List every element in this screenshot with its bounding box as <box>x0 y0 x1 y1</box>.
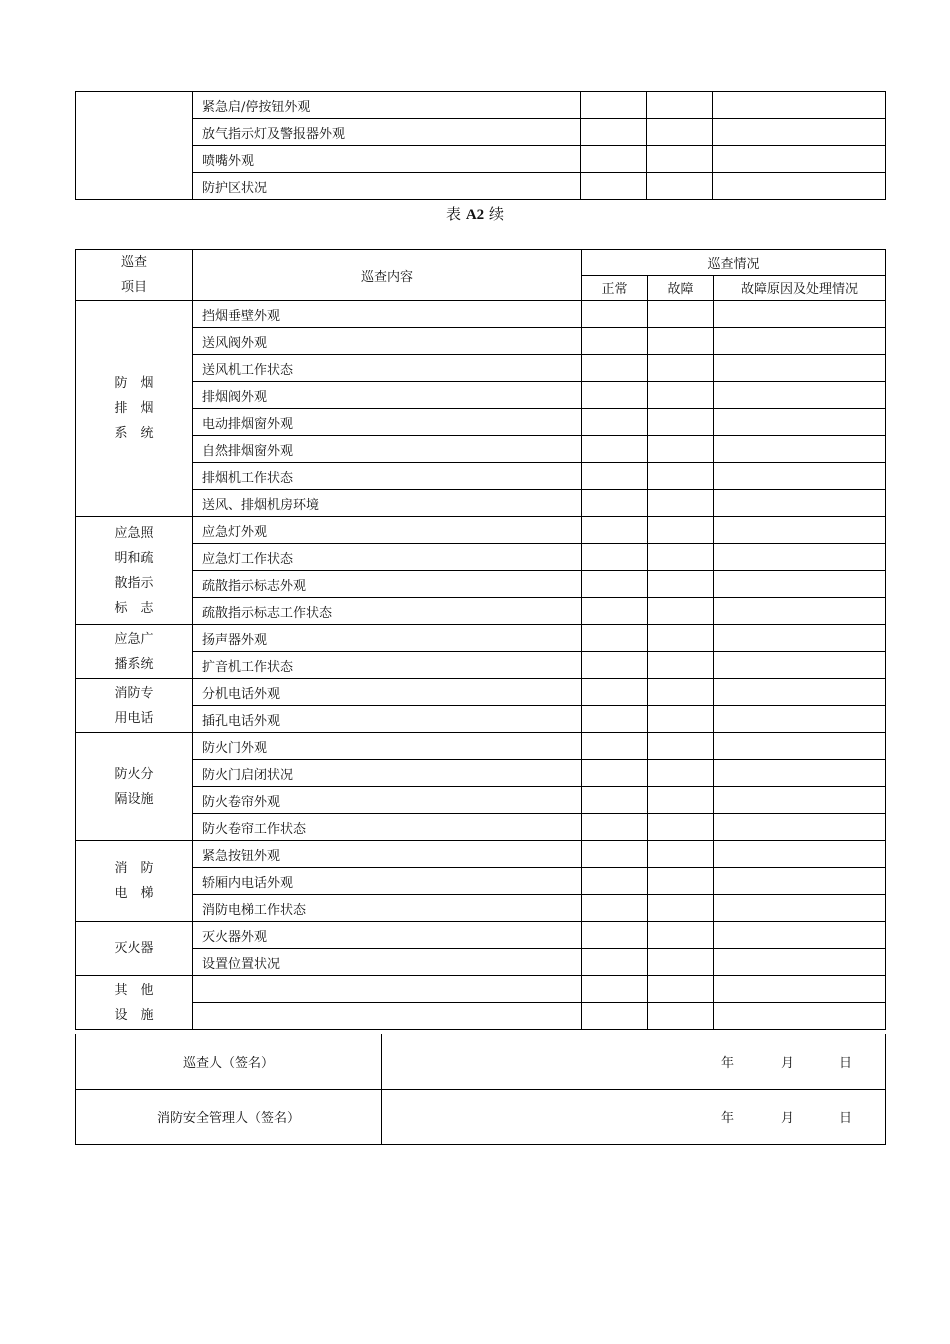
reason-cell[interactable] <box>714 571 886 598</box>
reason-cell[interactable] <box>714 328 886 355</box>
normal-cell[interactable] <box>582 409 648 436</box>
fault-cell[interactable] <box>648 706 714 733</box>
group-label <box>76 301 193 517</box>
reason-cell[interactable] <box>714 1003 886 1030</box>
group-label-line: 灭火器 <box>114 941 154 956</box>
reason-cell[interactable] <box>714 301 886 328</box>
content-cell: 扬声器外观 <box>193 625 582 652</box>
reason-cell[interactable] <box>714 760 886 787</box>
normal-cell[interactable] <box>581 173 647 200</box>
normal-cell[interactable] <box>582 733 648 760</box>
header-reason: 故障原因及处理情况 <box>714 275 886 301</box>
content-cell: 防火卷帘工作状态 <box>193 814 582 841</box>
reason-cell[interactable] <box>713 173 886 200</box>
reason-cell[interactable] <box>714 787 886 814</box>
content-cell: 紧急启/停按钮外观 <box>193 92 581 119</box>
content-cell: 消防电梯工作状态 <box>193 895 582 922</box>
group-label <box>76 625 193 679</box>
fault-cell[interactable] <box>648 949 714 976</box>
group-label-line: 播系统 <box>114 656 154 672</box>
group-label <box>76 733 193 841</box>
fault-cell[interactable] <box>648 652 714 679</box>
normal-cell[interactable] <box>582 517 648 544</box>
group-label <box>76 976 193 1030</box>
table-row <box>76 787 886 814</box>
normal-cell[interactable] <box>582 922 648 949</box>
month-label: 月 <box>780 1055 794 1071</box>
group-label-line: 散指示 <box>114 575 154 591</box>
fault-cell[interactable] <box>647 92 713 119</box>
group-label-line: 用电话 <box>114 710 154 726</box>
normal-cell[interactable] <box>582 976 648 1003</box>
group-label <box>76 841 193 922</box>
reason-cell[interactable] <box>714 355 886 382</box>
table-row <box>76 463 886 490</box>
fault-cell[interactable] <box>648 895 714 922</box>
fault-cell[interactable] <box>647 146 713 173</box>
table-row <box>76 976 886 1003</box>
content-cell: 送风阀外观 <box>193 328 582 355</box>
group-label <box>76 517 193 625</box>
table-row <box>76 868 886 895</box>
group-label-line: 标 志 <box>114 600 154 616</box>
table-row <box>76 625 886 652</box>
manager-date[interactable] <box>382 1089 886 1144</box>
table-row <box>76 814 886 841</box>
table-row <box>76 328 886 355</box>
fault-cell[interactable] <box>648 328 714 355</box>
group-label-line: 应急照 <box>114 525 154 541</box>
normal-cell[interactable] <box>581 92 647 119</box>
group-label-line: 消防专 <box>114 685 154 701</box>
table-row <box>76 436 886 463</box>
fault-cell[interactable] <box>648 787 714 814</box>
signature-table <box>75 1034 886 1145</box>
content-cell: 紧急按钮外观 <box>193 841 582 868</box>
normal-cell[interactable] <box>581 119 647 146</box>
reason-cell[interactable] <box>714 625 886 652</box>
reason-cell[interactable] <box>713 146 886 173</box>
normal-cell[interactable] <box>582 949 648 976</box>
month-label: 月 <box>780 1111 794 1126</box>
table-row <box>76 92 886 119</box>
table-row <box>76 760 886 787</box>
fault-cell[interactable] <box>648 1003 714 1030</box>
table-row <box>76 706 886 733</box>
table-row <box>76 173 886 200</box>
group-label-line: 系 统 <box>114 426 154 441</box>
normal-cell[interactable] <box>582 598 648 625</box>
reason-cell[interactable] <box>713 119 886 146</box>
content-cell: 挡烟垂壁外观 <box>193 301 582 328</box>
normal-cell[interactable] <box>582 490 648 517</box>
content-cell: 插孔电话外观 <box>193 706 582 733</box>
reason-cell[interactable] <box>714 436 886 463</box>
normal-cell[interactable] <box>582 814 648 841</box>
reason-cell[interactable] <box>714 922 886 949</box>
group-label-line: 排 烟 <box>114 401 154 416</box>
normal-cell[interactable] <box>582 625 648 652</box>
content-cell: 自然排烟窗外观 <box>193 436 582 463</box>
table-row <box>76 652 886 679</box>
table-row <box>76 949 886 976</box>
fault-cell[interactable] <box>648 382 714 409</box>
group-label <box>76 922 193 976</box>
normal-cell[interactable] <box>582 463 648 490</box>
content-cell: 放气指示灯及警报器外观 <box>193 119 581 146</box>
fault-cell[interactable] <box>648 463 714 490</box>
fault-cell[interactable] <box>648 733 714 760</box>
content-cell: 扩音机工作状态 <box>193 652 582 679</box>
table-row <box>76 571 886 598</box>
normal-cell[interactable] <box>582 679 648 706</box>
year-label: 年 <box>720 1055 734 1071</box>
table-row <box>76 146 886 173</box>
reason-cell[interactable] <box>714 868 886 895</box>
fault-cell[interactable] <box>648 814 714 841</box>
header-content: 巡查内容 <box>193 250 582 301</box>
header-normal: 正常 <box>582 275 648 301</box>
table-row <box>76 301 886 328</box>
caption-suffix: 续 <box>488 205 504 223</box>
fault-cell[interactable] <box>648 355 714 382</box>
normal-cell[interactable] <box>582 1003 648 1030</box>
top-table-fragment <box>75 91 886 200</box>
table-row <box>76 517 886 544</box>
content-cell: 轿厢内电话外观 <box>193 868 582 895</box>
fault-cell[interactable] <box>648 490 714 517</box>
group-label-line: 防火分 <box>114 766 154 782</box>
table-row <box>76 409 886 436</box>
normal-cell[interactable] <box>581 146 647 173</box>
normal-cell[interactable] <box>582 571 648 598</box>
inspection-table <box>75 249 886 1030</box>
content-cell: 喷嘴外观 <box>193 146 581 173</box>
reason-cell[interactable] <box>714 409 886 436</box>
header-status: 巡查情况 <box>582 250 886 276</box>
fault-cell[interactable] <box>648 976 714 1003</box>
reason-cell[interactable] <box>714 814 886 841</box>
table-row <box>76 733 886 760</box>
header-item <box>76 250 193 301</box>
normal-cell[interactable] <box>582 382 648 409</box>
reason-cell[interactable] <box>714 895 886 922</box>
content-cell <box>193 976 582 1003</box>
content-cell: 防火卷帘外观 <box>193 787 582 814</box>
fault-cell[interactable] <box>648 760 714 787</box>
content-cell <box>193 1003 582 1030</box>
group-label-line: 隔设施 <box>114 791 154 807</box>
normal-cell[interactable] <box>582 652 648 679</box>
content-cell: 排烟机工作状态 <box>193 463 582 490</box>
fault-cell[interactable] <box>648 922 714 949</box>
normal-cell[interactable] <box>582 841 648 868</box>
reason-cell[interactable] <box>714 652 886 679</box>
table-row <box>76 355 886 382</box>
group-label-line: 设 施 <box>114 1007 154 1023</box>
manager-label: 消防安全管理人（签名） <box>76 1089 382 1144</box>
reason-cell[interactable] <box>713 92 886 119</box>
table-row <box>76 382 886 409</box>
reason-cell[interactable] <box>714 382 886 409</box>
table-row <box>76 490 886 517</box>
reason-cell[interactable] <box>714 706 886 733</box>
normal-cell[interactable] <box>582 895 648 922</box>
table-row <box>76 598 886 625</box>
content-cell: 送风、排烟机房环境 <box>193 490 582 517</box>
content-cell: 排烟阀外观 <box>193 382 582 409</box>
content-cell: 设置位置状况 <box>193 949 582 976</box>
fault-cell[interactable] <box>648 841 714 868</box>
content-cell: 防火门启闭状况 <box>193 760 582 787</box>
fault-cell[interactable] <box>648 409 714 436</box>
group-label-line: 明和疏 <box>114 550 154 566</box>
table-row <box>76 544 886 571</box>
group-label-line: 其 他 <box>114 982 154 998</box>
reason-cell[interactable] <box>714 517 886 544</box>
caption-prefix: 表 <box>446 205 462 223</box>
normal-cell[interactable] <box>582 355 648 382</box>
inspector-label: 巡查人（签名） <box>76 1034 382 1089</box>
fault-cell[interactable] <box>648 517 714 544</box>
content-cell: 灭火器外观 <box>193 922 582 949</box>
normal-cell[interactable] <box>582 868 648 895</box>
group-label-line: 应急广 <box>114 631 154 647</box>
group-label-line: 消 防 <box>114 861 154 876</box>
reason-cell[interactable] <box>714 841 886 868</box>
content-cell: 防火门外观 <box>193 733 582 760</box>
normal-cell[interactable] <box>582 328 648 355</box>
header-fault: 故障 <box>648 275 714 301</box>
fault-cell[interactable] <box>648 436 714 463</box>
item-cell <box>76 92 193 200</box>
normal-cell[interactable] <box>582 706 648 733</box>
normal-cell[interactable] <box>582 436 648 463</box>
content-cell: 疏散指示标志工作状态 <box>193 598 582 625</box>
normal-cell[interactable] <box>582 301 648 328</box>
header-item-line2: 项目 <box>120 280 147 295</box>
reason-cell[interactable] <box>714 949 886 976</box>
group-label-line: 电 梯 <box>114 886 154 901</box>
content-cell: 应急灯工作状态 <box>193 544 582 571</box>
table-row <box>76 679 886 706</box>
content-cell: 电动排烟窗外观 <box>193 409 582 436</box>
normal-cell[interactable] <box>582 544 648 571</box>
normal-cell[interactable] <box>582 760 648 787</box>
header-item-line1: 巡查 <box>120 255 147 270</box>
table-caption <box>0 203 950 224</box>
table-row <box>76 1003 886 1030</box>
reason-cell[interactable] <box>714 598 886 625</box>
reason-cell[interactable] <box>714 679 886 706</box>
caption-code: A2 <box>465 207 485 223</box>
reason-cell[interactable] <box>714 463 886 490</box>
fault-cell[interactable] <box>648 571 714 598</box>
content-cell: 应急灯外观 <box>193 517 582 544</box>
fault-cell[interactable] <box>648 625 714 652</box>
reason-cell[interactable] <box>714 733 886 760</box>
inspector-date[interactable] <box>382 1034 886 1089</box>
normal-cell[interactable] <box>582 787 648 814</box>
reason-cell[interactable] <box>714 976 886 1003</box>
group-label <box>76 679 193 733</box>
reason-cell[interactable] <box>714 544 886 571</box>
table-row <box>76 841 886 868</box>
fault-cell[interactable] <box>648 301 714 328</box>
table-row <box>76 119 886 146</box>
content-cell: 疏散指示标志外观 <box>193 571 582 598</box>
group-label-line: 防 烟 <box>114 376 154 391</box>
content-cell: 分机电话外观 <box>193 679 582 706</box>
fault-cell[interactable] <box>648 679 714 706</box>
day-label: 日 <box>838 1055 852 1071</box>
year-label: 年 <box>720 1111 734 1126</box>
content-cell: 送风机工作状态 <box>193 355 582 382</box>
day-label: 日 <box>838 1111 852 1126</box>
table-row <box>76 922 886 949</box>
fault-cell[interactable] <box>647 119 713 146</box>
fault-cell[interactable] <box>648 544 714 571</box>
table-row <box>76 895 886 922</box>
fault-cell[interactable] <box>648 868 714 895</box>
fault-cell[interactable] <box>647 173 713 200</box>
fault-cell[interactable] <box>648 598 714 625</box>
reason-cell[interactable] <box>714 490 886 517</box>
content-cell: 防护区状况 <box>193 173 581 200</box>
